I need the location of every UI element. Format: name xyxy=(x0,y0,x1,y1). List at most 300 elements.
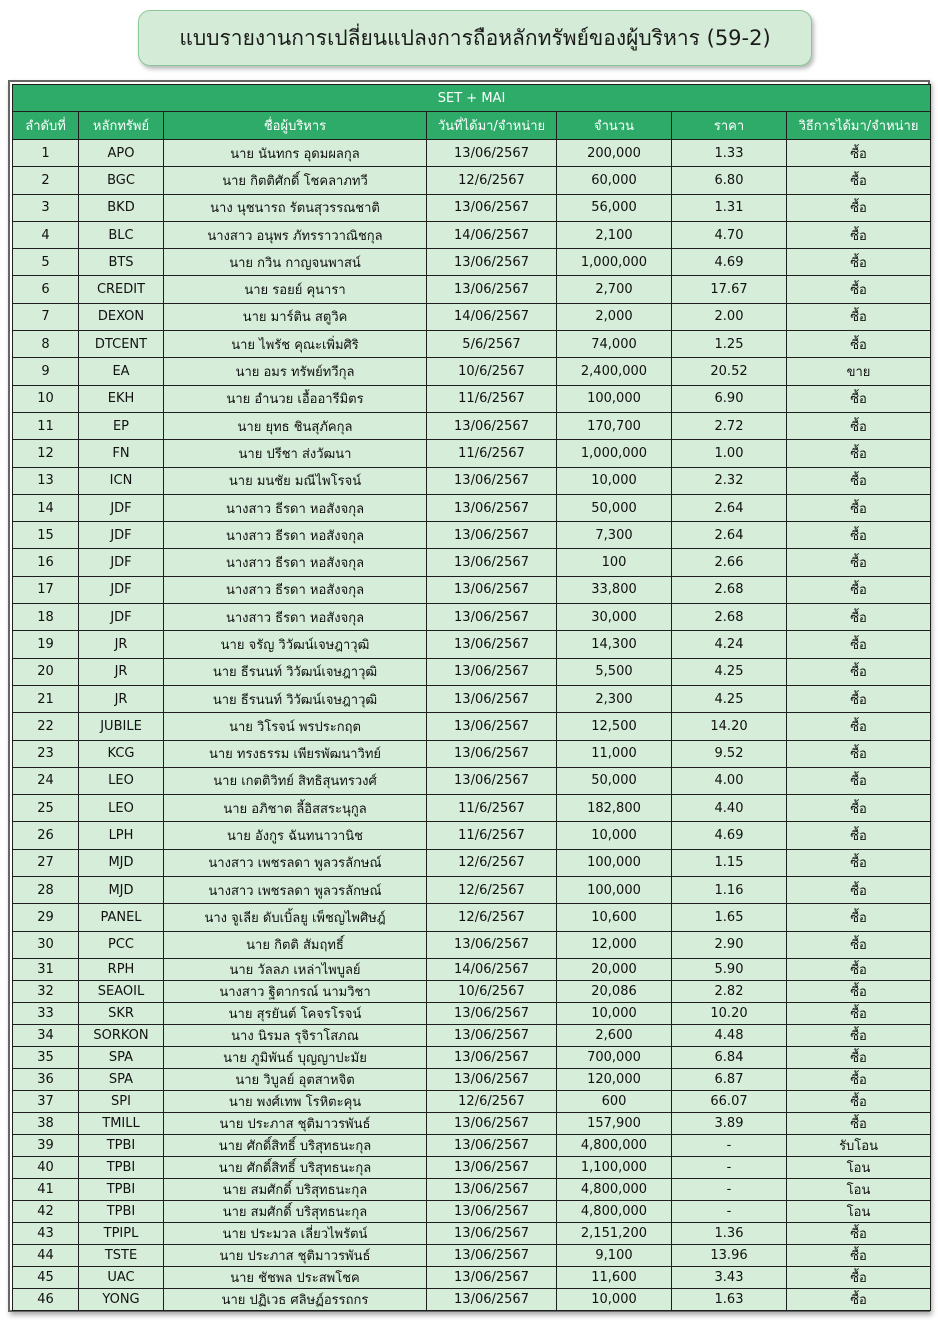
cell-price: 1.00 xyxy=(672,440,787,467)
cell-date: 10/6/2567 xyxy=(427,358,557,385)
cell-security: SPA xyxy=(79,1046,164,1068)
cell-price: 4.70 xyxy=(672,221,787,248)
cell-security: JDF xyxy=(79,604,164,631)
cell-date: 13/06/2567 xyxy=(427,1112,557,1134)
cell-no: 17 xyxy=(13,576,79,603)
cell-date: 13/06/2567 xyxy=(427,249,557,276)
cell-date: 13/06/2567 xyxy=(427,549,557,576)
cell-method: ซื้อ xyxy=(787,658,931,685)
cell-no: 20 xyxy=(13,658,79,685)
cell-no: 46 xyxy=(13,1288,79,1310)
cell-method: ซื้อ xyxy=(787,685,931,712)
table-row xyxy=(13,1178,931,1200)
cell-executive-name: นาย อังกูร ฉันทนาวานิช xyxy=(164,822,427,849)
cell-no: 24 xyxy=(13,767,79,794)
table-row xyxy=(13,1002,931,1024)
cell-method: โอน xyxy=(787,1200,931,1222)
cell-executive-name: นาย ทรงธรรม เพียรพัฒนาวิทย์ xyxy=(164,740,427,767)
cell-executive-name: นาย ศักดิ์สิทธิ์ บริสุทธนะกุล xyxy=(164,1134,427,1156)
table-row xyxy=(13,1244,931,1266)
cell-method: โอน xyxy=(787,1156,931,1178)
cell-date: 13/06/2567 xyxy=(427,1156,557,1178)
cell-price: 1.16 xyxy=(672,877,787,904)
cell-price: 1.15 xyxy=(672,849,787,876)
cell-no: 13 xyxy=(13,467,79,494)
column-header-security: หลักทรัพย์ xyxy=(79,112,164,140)
cell-date: 13/06/2567 xyxy=(427,1002,557,1024)
cell-price: 2.66 xyxy=(672,549,787,576)
cell-executive-name: นาย จรัญ วิวัฒน์เจษฎาวุฒิ xyxy=(164,631,427,658)
table-row xyxy=(13,958,931,980)
cell-no: 8 xyxy=(13,331,79,358)
cell-no: 16 xyxy=(13,549,79,576)
cell-method: ซื้อ xyxy=(787,467,931,494)
cell-security: JDF xyxy=(79,494,164,521)
cell-amount: 1,000,000 xyxy=(557,440,672,467)
cell-executive-name: นางสาว เพชรลดา พูลวรลักษณ์ xyxy=(164,877,427,904)
column-header-method: วิธีการได้มา/จำหน่าย xyxy=(787,112,931,140)
cell-method: ขาย xyxy=(787,358,931,385)
cell-method: ซื้อ xyxy=(787,822,931,849)
cell-method: ซื้อ xyxy=(787,958,931,980)
cell-security: SEAOIL xyxy=(79,980,164,1002)
cell-method: ซื้อ xyxy=(787,1266,931,1288)
cell-executive-name: นาย ปฏิเวธ ศลิษฏ์อรรถกร xyxy=(164,1288,427,1310)
table-row xyxy=(13,904,931,931)
cell-security: EKH xyxy=(79,385,164,412)
cell-no: 23 xyxy=(13,740,79,767)
cell-date: 13/06/2567 xyxy=(427,631,557,658)
cell-date: 13/06/2567 xyxy=(427,1134,557,1156)
cell-executive-name: นาย ไพรัช คุณะเพิ่มศิริ xyxy=(164,331,427,358)
cell-amount: 1,000,000 xyxy=(557,249,672,276)
cell-amount: 100 xyxy=(557,549,672,576)
cell-amount: 2,600 xyxy=(557,1024,672,1046)
cell-executive-name: นาย ยุทธ ชินสุภัคกุล xyxy=(164,412,427,439)
cell-no: 28 xyxy=(13,877,79,904)
cell-security: SPA xyxy=(79,1068,164,1090)
cell-executive-name: นาย วิโรจน์ พรประกฤต xyxy=(164,713,427,740)
cell-security: RPH xyxy=(79,958,164,980)
cell-date: 13/06/2567 xyxy=(427,1178,557,1200)
cell-amount: 1,100,000 xyxy=(557,1156,672,1178)
cell-price: - xyxy=(672,1200,787,1222)
cell-method: ซื้อ xyxy=(787,494,931,521)
cell-executive-name: นาย ประภาส ชุติมาวรพันธ์ xyxy=(164,1244,427,1266)
cell-no: 39 xyxy=(13,1134,79,1156)
cell-executive-name: นางสาว ธีรดา หอสังจกุล xyxy=(164,576,427,603)
cell-no: 37 xyxy=(13,1090,79,1112)
cell-amount: 20,000 xyxy=(557,958,672,980)
cell-security: PCC xyxy=(79,931,164,958)
cell-method: ซื้อ xyxy=(787,980,931,1002)
cell-amount: 10,000 xyxy=(557,467,672,494)
cell-price: 1.33 xyxy=(672,140,787,167)
cell-executive-name: นาย นันทกร อุดมผลกุล xyxy=(164,140,427,167)
cell-price: 20.52 xyxy=(672,358,787,385)
cell-security: JDF xyxy=(79,576,164,603)
table-row xyxy=(13,576,931,603)
cell-date: 13/06/2567 xyxy=(427,276,557,303)
table-row xyxy=(13,685,931,712)
cell-executive-name: นาย อภิชาต ลี้อิสสระนุกูล xyxy=(164,795,427,822)
cell-amount: 2,000 xyxy=(557,303,672,330)
cell-no: 9 xyxy=(13,358,79,385)
cell-security: SORKON xyxy=(79,1024,164,1046)
cell-executive-name: นาง นุชนารถ รัตนสุวรรณชาติ xyxy=(164,194,427,221)
cell-method: รับโอน xyxy=(787,1134,931,1156)
cell-price: 1.36 xyxy=(672,1222,787,1244)
table-row xyxy=(13,822,931,849)
table-row xyxy=(13,1024,931,1046)
cell-security: BTS xyxy=(79,249,164,276)
cell-amount: 2,300 xyxy=(557,685,672,712)
cell-security: LEO xyxy=(79,795,164,822)
table-row xyxy=(13,740,931,767)
cell-security: MJD xyxy=(79,877,164,904)
cell-date: 11/6/2567 xyxy=(427,385,557,412)
cell-price: 4.48 xyxy=(672,1024,787,1046)
cell-no: 30 xyxy=(13,931,79,958)
cell-executive-name: นาย พงศ์เทพ โรหิตะคุน xyxy=(164,1090,427,1112)
cell-date: 13/06/2567 xyxy=(427,767,557,794)
cell-security: YONG xyxy=(79,1288,164,1310)
cell-executive-name: นาย กิตติ สัมฤทธิ์ xyxy=(164,931,427,958)
cell-price: 10.20 xyxy=(672,1002,787,1024)
table-row xyxy=(13,1090,931,1112)
cell-method: ซื้อ xyxy=(787,385,931,412)
table-row xyxy=(13,767,931,794)
cell-method: ซื้อ xyxy=(787,713,931,740)
cell-date: 14/06/2567 xyxy=(427,958,557,980)
cell-amount: 10,000 xyxy=(557,1002,672,1024)
cell-amount: 157,900 xyxy=(557,1112,672,1134)
cell-method: ซื้อ xyxy=(787,1002,931,1024)
cell-date: 13/06/2567 xyxy=(427,1266,557,1288)
cell-date: 12/6/2567 xyxy=(427,167,557,194)
director-trading-table xyxy=(12,84,931,1311)
cell-no: 11 xyxy=(13,412,79,439)
table-row xyxy=(13,1046,931,1068)
cell-date: 12/6/2567 xyxy=(427,1090,557,1112)
cell-date: 14/06/2567 xyxy=(427,221,557,248)
table-row xyxy=(13,931,931,958)
cell-method: ซื้อ xyxy=(787,1112,931,1134)
cell-no: 15 xyxy=(13,522,79,549)
cell-method: ซื้อ xyxy=(787,303,931,330)
cell-date: 12/6/2567 xyxy=(427,849,557,876)
cell-date: 12/6/2567 xyxy=(427,877,557,904)
cell-date: 13/06/2567 xyxy=(427,1068,557,1090)
cell-security: JR xyxy=(79,658,164,685)
cell-method: ซื้อ xyxy=(787,1090,931,1112)
cell-amount: 4,800,000 xyxy=(557,1178,672,1200)
cell-method: ซื้อ xyxy=(787,767,931,794)
cell-security: DTCENT xyxy=(79,331,164,358)
cell-date: 13/06/2567 xyxy=(427,467,557,494)
cell-security: TPBI xyxy=(79,1134,164,1156)
cell-date: 13/06/2567 xyxy=(427,1288,557,1310)
cell-security: TMILL xyxy=(79,1112,164,1134)
cell-price: 2.00 xyxy=(672,303,787,330)
table-row xyxy=(13,1156,931,1178)
table-row xyxy=(13,140,931,167)
cell-date: 13/06/2567 xyxy=(427,1200,557,1222)
cell-price: 14.20 xyxy=(672,713,787,740)
cell-price: 1.63 xyxy=(672,1288,787,1310)
cell-price: 1.25 xyxy=(672,331,787,358)
cell-price: 66.07 xyxy=(672,1090,787,1112)
cell-security: PANEL xyxy=(79,904,164,931)
table-row xyxy=(13,849,931,876)
cell-no: 42 xyxy=(13,1200,79,1222)
table-row xyxy=(13,877,931,904)
cell-price: 5.90 xyxy=(672,958,787,980)
cell-date: 13/06/2567 xyxy=(427,1046,557,1068)
cell-method: ซื้อ xyxy=(787,221,931,248)
cell-no: 43 xyxy=(13,1222,79,1244)
cell-amount: 5,500 xyxy=(557,658,672,685)
cell-executive-name: นางสาว ธีรดา หอสังจกุล xyxy=(164,604,427,631)
cell-security: MJD xyxy=(79,849,164,876)
cell-method: ซื้อ xyxy=(787,440,931,467)
cell-method: ซื้อ xyxy=(787,931,931,958)
cell-method: ซื้อ xyxy=(787,331,931,358)
cell-method: ซื้อ xyxy=(787,1222,931,1244)
cell-date: 11/6/2567 xyxy=(427,440,557,467)
table-row xyxy=(13,167,931,194)
cell-no: 5 xyxy=(13,249,79,276)
cell-price: 6.84 xyxy=(672,1046,787,1068)
cell-security: EP xyxy=(79,412,164,439)
cell-method: ซื้อ xyxy=(787,549,931,576)
cell-no: 12 xyxy=(13,440,79,467)
cell-no: 2 xyxy=(13,167,79,194)
cell-amount: 200,000 xyxy=(557,140,672,167)
cell-price: 4.40 xyxy=(672,795,787,822)
table-row xyxy=(13,358,931,385)
cell-price: 4.24 xyxy=(672,631,787,658)
cell-no: 21 xyxy=(13,685,79,712)
cell-date: 5/6/2567 xyxy=(427,331,557,358)
cell-executive-name: นาย สมศักดิ์ บริสุทธนะกุล xyxy=(164,1200,427,1222)
cell-amount: 120,000 xyxy=(557,1068,672,1090)
cell-executive-name: นางสาว ฐิตากรณ์ นามวิชา xyxy=(164,980,427,1002)
cell-security: TPBI xyxy=(79,1156,164,1178)
cell-price: - xyxy=(672,1134,787,1156)
cell-no: 25 xyxy=(13,795,79,822)
cell-no: 26 xyxy=(13,822,79,849)
cell-security: TSTE xyxy=(79,1244,164,1266)
cell-price: 2.64 xyxy=(672,494,787,521)
cell-security: TPBI xyxy=(79,1178,164,1200)
cell-method: ซื้อ xyxy=(787,194,931,221)
cell-amount: 12,500 xyxy=(557,713,672,740)
cell-security: JDF xyxy=(79,522,164,549)
cell-no: 4 xyxy=(13,221,79,248)
cell-executive-name: นาย กวิน กาญจนพาสน์ xyxy=(164,249,427,276)
cell-executive-name: นาย รอยย์ คุนารา xyxy=(164,276,427,303)
cell-security: KCG xyxy=(79,740,164,767)
cell-method: ซื้อ xyxy=(787,1024,931,1046)
cell-amount: 50,000 xyxy=(557,494,672,521)
cell-no: 34 xyxy=(13,1024,79,1046)
cell-executive-name: นาย ชัชพล ประสพโชค xyxy=(164,1266,427,1288)
cell-no: 10 xyxy=(13,385,79,412)
cell-no: 35 xyxy=(13,1046,79,1068)
cell-security: LEO xyxy=(79,767,164,794)
cell-method: ซื้อ xyxy=(787,877,931,904)
cell-executive-name: นางสาว อนุพร ภัทรราวาณิชกุล xyxy=(164,221,427,248)
cell-price: 2.64 xyxy=(672,522,787,549)
cell-amount: 56,000 xyxy=(557,194,672,221)
cell-executive-name: นาย กิตติศักดิ์ โชคลาภทวี xyxy=(164,167,427,194)
cell-amount: 12,000 xyxy=(557,931,672,958)
cell-amount: 9,100 xyxy=(557,1244,672,1266)
market-banner: SET + MAI xyxy=(13,85,931,112)
report-title-box xyxy=(138,10,812,66)
table-row xyxy=(13,1200,931,1222)
cell-method: ซื้อ xyxy=(787,795,931,822)
cell-no: 18 xyxy=(13,604,79,631)
cell-security: EA xyxy=(79,358,164,385)
cell-amount: 100,000 xyxy=(557,849,672,876)
cell-security: JR xyxy=(79,631,164,658)
cell-price: 4.25 xyxy=(672,658,787,685)
table-row xyxy=(13,1112,931,1134)
cell-amount: 10,000 xyxy=(557,822,672,849)
table-row xyxy=(13,795,931,822)
cell-amount: 100,000 xyxy=(557,877,672,904)
cell-executive-name: นาย มาร์ติน สตูวิค xyxy=(164,303,427,330)
cell-amount: 10,600 xyxy=(557,904,672,931)
cell-no: 3 xyxy=(13,194,79,221)
cell-method: ซื้อ xyxy=(787,576,931,603)
cell-no: 41 xyxy=(13,1178,79,1200)
table-row xyxy=(13,713,931,740)
cell-method: ซื้อ xyxy=(787,631,931,658)
cell-date: 13/06/2567 xyxy=(427,140,557,167)
cell-security: BGC xyxy=(79,167,164,194)
cell-no: 22 xyxy=(13,713,79,740)
cell-method: ซื้อ xyxy=(787,1068,931,1090)
cell-executive-name: นาย วัลลภ เหล่าไพบูลย์ xyxy=(164,958,427,980)
cell-method: ซื้อ xyxy=(787,167,931,194)
cell-date: 14/06/2567 xyxy=(427,303,557,330)
cell-price: 2.32 xyxy=(672,467,787,494)
column-header-price: ราคา xyxy=(672,112,787,140)
table-row xyxy=(13,249,931,276)
cell-date: 12/6/2567 xyxy=(427,904,557,931)
cell-security: APO xyxy=(79,140,164,167)
table-row xyxy=(13,303,931,330)
cell-amount: 4,800,000 xyxy=(557,1200,672,1222)
cell-method: ซื้อ xyxy=(787,849,931,876)
table-row xyxy=(13,1288,931,1310)
cell-method: ซื้อ xyxy=(787,1288,931,1310)
cell-amount: 700,000 xyxy=(557,1046,672,1068)
cell-executive-name: นาย สุรยันต์ โคจรโรจน์ xyxy=(164,1002,427,1024)
cell-amount: 74,000 xyxy=(557,331,672,358)
table-row xyxy=(13,412,931,439)
cell-amount: 10,000 xyxy=(557,1288,672,1310)
cell-security: DEXON xyxy=(79,303,164,330)
cell-method: ซื้อ xyxy=(787,740,931,767)
cell-date: 13/06/2567 xyxy=(427,685,557,712)
table-row xyxy=(13,658,931,685)
cell-date: 11/6/2567 xyxy=(427,795,557,822)
cell-executive-name: นาย ปรีชา ส่งวัฒนา xyxy=(164,440,427,467)
cell-method: ซื้อ xyxy=(787,604,931,631)
cell-executive-name: นาง นิรมล รุจิราโสภณ xyxy=(164,1024,427,1046)
cell-security: SKR xyxy=(79,1002,164,1024)
cell-amount: 11,000 xyxy=(557,740,672,767)
cell-amount: 2,700 xyxy=(557,276,672,303)
cell-date: 13/06/2567 xyxy=(427,713,557,740)
cell-no: 6 xyxy=(13,276,79,303)
cell-date: 13/06/2567 xyxy=(427,931,557,958)
cell-date: 13/06/2567 xyxy=(427,576,557,603)
table-row xyxy=(13,1068,931,1090)
column-header-amount: จำนวน xyxy=(557,112,672,140)
cell-price: 4.25 xyxy=(672,685,787,712)
cell-no: 32 xyxy=(13,980,79,1002)
cell-security: TPIPL xyxy=(79,1222,164,1244)
cell-amount: 50,000 xyxy=(557,767,672,794)
cell-no: 38 xyxy=(13,1112,79,1134)
cell-method: ซื้อ xyxy=(787,140,931,167)
cell-security: CREDIT xyxy=(79,276,164,303)
cell-amount: 60,000 xyxy=(557,167,672,194)
cell-date: 13/06/2567 xyxy=(427,494,557,521)
cell-date: 13/06/2567 xyxy=(427,658,557,685)
cell-amount: 100,000 xyxy=(557,385,672,412)
cell-executive-name: นางสาว ธีรดา หอสังจกุล xyxy=(164,549,427,576)
table-row xyxy=(13,276,931,303)
cell-amount: 600 xyxy=(557,1090,672,1112)
cell-executive-name: นาย มนชัย มณีไพโรจน์ xyxy=(164,467,427,494)
report-table-frame xyxy=(8,80,930,1312)
cell-method: ซื้อ xyxy=(787,276,931,303)
cell-executive-name: นางสาว เพชรลดา พูลวรลักษณ์ xyxy=(164,849,427,876)
table-row xyxy=(13,522,931,549)
cell-date: 13/06/2567 xyxy=(427,1222,557,1244)
cell-amount: 7,300 xyxy=(557,522,672,549)
table-row xyxy=(13,221,931,248)
cell-price: 13.96 xyxy=(672,1244,787,1266)
cell-method: ซื้อ xyxy=(787,249,931,276)
cell-security: ICN xyxy=(79,467,164,494)
cell-security: BKD xyxy=(79,194,164,221)
cell-price: 2.82 xyxy=(672,980,787,1002)
cell-security: JUBILE xyxy=(79,713,164,740)
cell-amount: 20,086 xyxy=(557,980,672,1002)
cell-security: JR xyxy=(79,685,164,712)
cell-method: ซื้อ xyxy=(787,1244,931,1266)
cell-price: 6.90 xyxy=(672,385,787,412)
cell-no: 1 xyxy=(13,140,79,167)
cell-security: JDF xyxy=(79,549,164,576)
cell-no: 44 xyxy=(13,1244,79,1266)
cell-no: 7 xyxy=(13,303,79,330)
cell-date: 13/06/2567 xyxy=(427,522,557,549)
cell-method: โอน xyxy=(787,1178,931,1200)
cell-amount: 2,151,200 xyxy=(557,1222,672,1244)
cell-date: 13/06/2567 xyxy=(427,194,557,221)
cell-security: FN xyxy=(79,440,164,467)
table-row xyxy=(13,980,931,1002)
table-row xyxy=(13,549,931,576)
